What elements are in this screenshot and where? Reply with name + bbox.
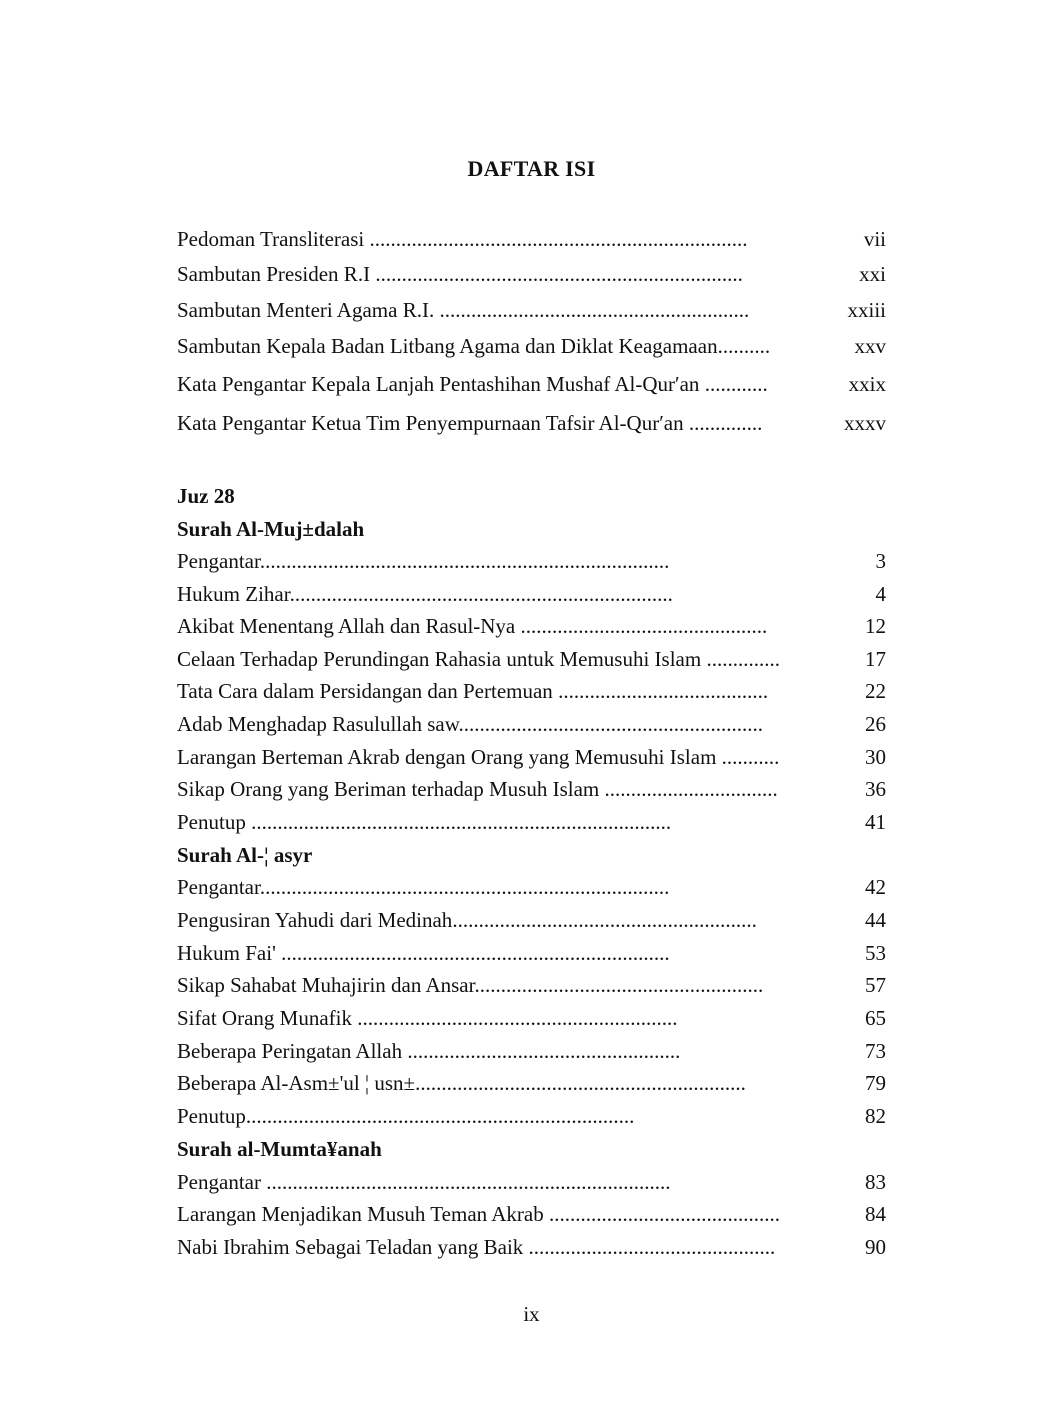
toc-leader: .......................................................................... [275, 941, 670, 965]
toc-entry-label: Sambutan Presiden R.I [177, 262, 371, 286]
toc-leader: ........................................................................ [364, 227, 748, 251]
toc-entry-label: Pengusiran Yahudi dari Medinah [177, 908, 453, 932]
toc-page-number: 3 [875, 549, 886, 573]
toc-entry[interactable] [177, 1200, 780, 1228]
toc-leader: ............................................................. [351, 1006, 678, 1030]
toc-entry[interactable] [177, 906, 757, 934]
toc-page-number: 12 [865, 614, 886, 638]
toc-entry[interactable] [177, 296, 749, 324]
toc-entry-label: Celaan Terhadap Perundingan Rahasia untuk Memusuhi Islam [177, 647, 702, 671]
toc-leader: .......................................................... [452, 908, 757, 932]
juz-heading: Juz 28 [177, 484, 235, 508]
toc-entry[interactable] [177, 677, 768, 705]
toc-entry-label: Kata Pengantar Ketua Tim Penyempurnaan Tafsir Al-Qur′an [177, 411, 684, 435]
toc-page-number: xxxv [844, 411, 886, 435]
toc-leader: .................................................... [402, 1039, 681, 1063]
toc-entry[interactable] [177, 1069, 746, 1097]
toc-page-number: 84 [865, 1202, 886, 1226]
toc-page-number: 65 [865, 1006, 886, 1030]
toc-entry-label: Pengantar [177, 549, 260, 573]
toc-leader: .......... [717, 334, 771, 358]
toc-leader: ........................................................... [434, 298, 750, 322]
toc-entry[interactable] [177, 1168, 670, 1196]
toc-entry-label: Nabi Ibrahim Sebagai Teladan yang Baik [177, 1235, 524, 1259]
toc-entry-label: Tata Cara dalam Persidangan dan Pertemuan [177, 679, 553, 703]
toc-page-number: xxv [854, 334, 886, 358]
toc-entry[interactable] [177, 332, 770, 360]
toc-leader: ...................................................................... [370, 262, 743, 286]
toc-page-number: 73 [865, 1039, 886, 1063]
toc-leader: ................................................................................ [245, 810, 672, 834]
toc-entry[interactable] [177, 409, 762, 437]
toc-page-number: 17 [865, 647, 886, 671]
toc-page-number: 57 [865, 973, 886, 997]
toc-entry[interactable] [177, 710, 763, 738]
toc-leader: ........... [716, 745, 780, 769]
toc-entry[interactable] [177, 370, 768, 398]
toc-entry[interactable] [177, 580, 673, 608]
toc-leader: .............. [683, 411, 763, 435]
toc-page-number: 82 [865, 1104, 886, 1128]
toc-leader: ................................. [599, 777, 778, 801]
toc-leader: .............................................................................. [259, 875, 670, 899]
toc-leader: .......................................................... [458, 712, 763, 736]
toc-leader: ............................................ [543, 1202, 780, 1226]
toc-page-number: 79 [865, 1071, 886, 1095]
toc-entry-label: Kata Pengantar Kepala Lanjah Pentashihan Mushaf Al-Qur′an [177, 372, 700, 396]
toc-page-number: xxix [848, 372, 886, 396]
toc-page-number: vii [863, 227, 886, 251]
toc-entry-label: Hukum Zihar [177, 582, 290, 606]
toc-entry[interactable] [177, 939, 670, 967]
toc-entry[interactable] [177, 808, 671, 836]
toc-page-number: xxiii [847, 298, 886, 322]
toc-entry-label: Sifat Orang Munafik [177, 1006, 352, 1030]
toc-entry[interactable] [177, 260, 743, 288]
toc-entry[interactable] [177, 743, 779, 771]
toc-page-number: 4 [875, 582, 886, 606]
toc-leader: ............................................................................. [260, 1170, 671, 1194]
toc-page-number: xxi [859, 262, 886, 286]
page-title: DAFTAR ISI [467, 156, 596, 181]
toc-leader: ............................................................... [415, 1071, 746, 1095]
toc-entry-label: Adab Menghadap Rasulullah saw [177, 712, 459, 736]
toc-entry-label: Sikap Sahabat Muhajirin dan Ansar [177, 973, 475, 997]
toc-entry[interactable] [177, 775, 778, 803]
toc-leader: .............. [701, 647, 780, 671]
toc-entry-label: Sambutan Kepala Badan Litbang Agama dan Diklat Keagamaan [177, 334, 718, 358]
toc-leader: ............ [699, 372, 768, 396]
surah-heading: Surah Al-Muj±dalah [177, 517, 365, 541]
toc-page-number: 44 [865, 908, 886, 932]
toc-leader: .......................................................................... [245, 1104, 635, 1128]
toc-entry-label: Hukum Fai' [177, 941, 276, 965]
toc-entry[interactable] [177, 873, 669, 901]
toc-entry-label: Pengantar [177, 1170, 261, 1194]
toc-page-number: 42 [865, 875, 886, 899]
toc-leader: ............................................... [523, 1235, 776, 1259]
toc-leader: ......................................................................... [289, 582, 673, 606]
toc-leader: ............................................... [515, 614, 768, 638]
toc-entry-label: Sikap Orang yang Beriman terhadap Musuh Islam [177, 777, 600, 801]
surah-heading: Surah Al-¦ asyr [177, 843, 313, 867]
toc-entry[interactable] [177, 225, 748, 253]
toc-entry[interactable] [177, 1004, 677, 1032]
toc-entry-label: Larangan Menjadikan Musuh Teman Akrab [177, 1202, 544, 1226]
toc-leader: .............................................................................. [259, 549, 670, 573]
toc-entry-label: Sambutan Menteri Agama R.I. [177, 298, 435, 322]
page-number: ix [523, 1302, 540, 1326]
toc-leader: ........................................ [552, 679, 769, 703]
toc-page-number: 36 [865, 777, 886, 801]
toc-entry-label: Beberapa Al-Asm±'ul ¦ usn± [177, 1071, 416, 1095]
toc-entry-label: Larangan Berteman Akrab dengan Orang yang Memusuhi Islam [177, 745, 717, 769]
toc-entry[interactable] [177, 1102, 634, 1130]
toc-page-number: 41 [865, 810, 886, 834]
toc-page-number: 90 [865, 1235, 886, 1259]
toc-entry-label: Penutup [177, 1104, 246, 1128]
surah-heading: Surah al-Mumta¥anah [177, 1137, 382, 1161]
toc-entry[interactable] [177, 971, 763, 999]
toc-page-number: 22 [865, 679, 886, 703]
toc-leader: ....................................................... [474, 973, 764, 997]
toc-entry[interactable] [177, 547, 669, 575]
toc-entry[interactable] [177, 612, 767, 640]
toc-entry-label: Pengantar [177, 875, 260, 899]
toc-entry-label: Akibat Menentang Allah dan Rasul-Nya [177, 614, 516, 638]
toc-entry[interactable] [177, 1037, 680, 1065]
toc-entry[interactable] [177, 1233, 775, 1261]
toc-entry-label: Beberapa Peringatan Allah [177, 1039, 403, 1063]
toc-page-number: 26 [865, 712, 886, 736]
toc-page-number: 83 [865, 1170, 886, 1194]
toc-page-number: 53 [865, 941, 886, 965]
toc-entry-label: Penutup [177, 810, 246, 834]
toc-page-number: 30 [865, 745, 886, 769]
toc-entry-label: Pedoman Transliterasi [177, 227, 365, 251]
toc-entry[interactable] [177, 645, 780, 673]
